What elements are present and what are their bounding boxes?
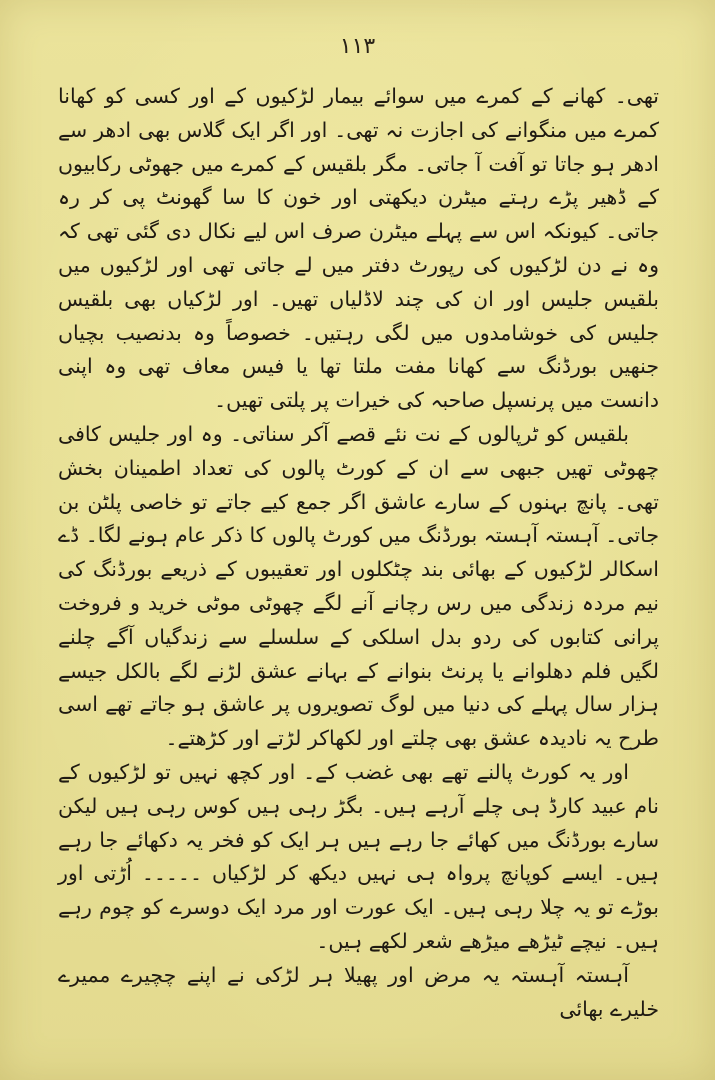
- paragraph-3: اور یہ کورٹ پالنے تھے بھی غضب کے۔ اور کچھ نہیں تو لڑکیوں کے نام عبید کارڈ ہی چلے آرہے ہیں۔ بگڑ رہی ہیں کوس رہی ہیں لیکن سارے بورڈنگ میں کھائے جا رہے ہیں ہر ایک کو فخر یہ دکھائے جا رہے ہیں۔ ایسے کوپانچ پرواہ ہی نہیں دیکھ کر لڑکیاں ۔۔۔۔۔ اُڑتی اور بوڑے تو یہ چلا رہی ہیں۔ ایک عورت اور مرد ایک دوسرے کو چوم رہے ہیں۔ نیچے ٹیڑھے میڑھے شعر لکھے ہیں۔: [58, 759, 659, 953]
- page-number: ۱۱۳: [339, 34, 376, 59]
- paragraph-1: تھی۔ کھانے کے کمرے میں سوائے بیمار لڑکیوں کے اور کسی کو کھانا کمرے میں منگوانے کی اجازت نہ تھی۔ اور اگر ایک گلاس بھی ادھر سے ادھر ہو جاتا تو آفت آ جاتی۔ مگر بلقیس کے کمرے میں جھوٹی رکابیوں کے ڈھیر پڑے رہتے میٹرن دیکھتی اور خون کا سا گھونٹ پی کر رہ جاتی۔ کیونکہ اس سے پہلے میٹرن صرف اس لیے نکال دی گئی تھی کہ وہ نے دن لڑکیوں کی رپورٹ دفتر میں لے جاتی تھی اور لڑکیوں میں بلقیس جلیس اور ان کی چند لاڈلیاں تھیں۔ اور لڑکیاں بھی بلقیس جلیس کی خوشامدوں میں لگی رہتیں۔ خصوصاً وہ بدنصیب بچیاں جنھیں بورڈنگ سے کھانا مفت ملتا تھا یا فیس معاف تھی وہ اپنی دانست میں پرنسپل صاحبہ کی خیرات پر پلتی تھیں۔: [58, 84, 659, 413]
- paragraph-2: بلقیس کو ٹرپالوں کے نت نئے قصے آکر سناتی۔ وہ اور جلیس کافی چھوٹی تھیں جبھی سے ان کے کورٹ پالوں کی تعداد اطمینان بخش تھی۔ پانچ بہنوں کے سارے عاشق اگر جمع کیے جاتے تو خاصی پلٹن بن جاتی۔ آہستہ آہستہ بورڈنگ میں کورٹ پالوں کا ذکر عام ہونے لگا۔ ڈے اسکالر لڑکیوں کے بھائی بند چٹکلوں اور تعقیبوں کے ذریعے بورڈنگ کی نیم مردہ زندگی میں رس رچانے آنے لگے چھوٹی موٹی خرید و فروخت پرانی کتابوں کی ردو بدل اسلکی کے سلسلے سے زندگیاں آگے چلنے لگیں فلم دھلوانے یا پرنٹ بنوانے کے بہانے عشق لڑنے لگے بالکل جیسے ہزار سال پہلے کی دنیا میں لوگ تصویروں پر عاشق ہو جاتے تھے اسی طرح یہ نادیدہ عشق بھی چلتے اور لکھاکر لڑتے اور کڑھتے۔: [58, 421, 659, 751]
- page-body-text: [58, 80, 659, 1026]
- paragraph-4: آہستہ آہستہ یہ مرض اور پھیلا ہر لڑکی نے اپنے چچیرے ممیرے خلیرے بھائی: [58, 962, 659, 1021]
